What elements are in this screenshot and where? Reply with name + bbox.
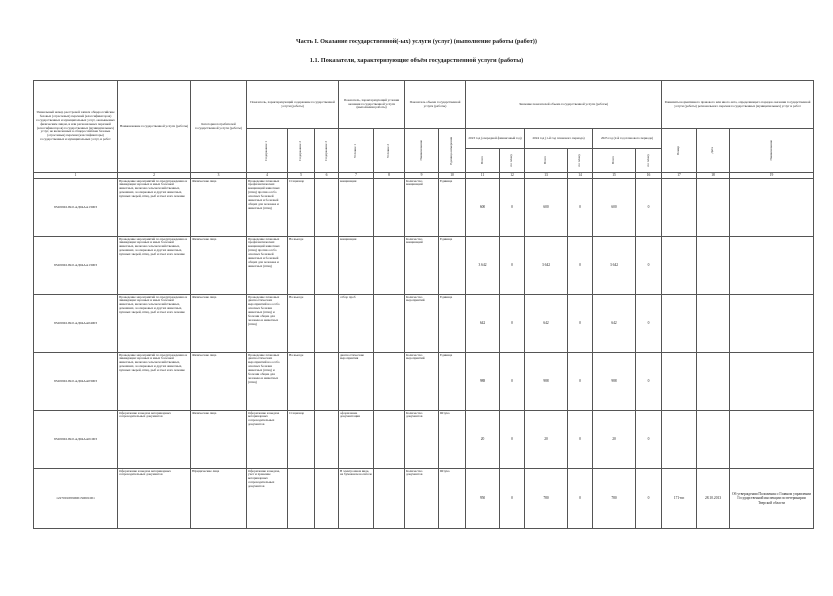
unit-cell: Штука	[439, 469, 466, 529]
header-conditions-indicator: Показатель, характеризующий условия оказания государственной услуги (выполнения работы)	[339, 81, 405, 129]
unit-cell: Единица	[439, 237, 466, 295]
indicator-name-cell: Количество документов	[405, 411, 439, 469]
value-2024-task: 0	[568, 179, 593, 237]
indicator-name-cell: Количество вакцинаций	[405, 179, 439, 237]
header-volume-indicator: Показатель объема государственной услуги (работы)	[405, 81, 466, 129]
header-content-indicator: Показатель, характеризующий содержание государственной услуги (работы)	[247, 81, 339, 129]
header-consumers: Категория потребителей государственной услуги (работы)	[191, 81, 247, 173]
column-number: 11	[466, 173, 500, 179]
consumer-cell: Физические лица	[191, 411, 247, 469]
table-row	[34, 469, 814, 529]
column-number: 9	[405, 173, 439, 179]
content-3-cell	[315, 295, 339, 353]
act-date-cell: 28.10.2013	[697, 469, 730, 529]
act-date-cell	[697, 179, 730, 237]
column-number: 14	[568, 173, 593, 179]
value-2023-task: 0	[500, 237, 525, 295]
condition-2-cell	[374, 295, 405, 353]
header-content-2: Содержание 2	[298, 140, 303, 161]
consumer-cell: Юридические лица	[191, 469, 247, 529]
content-1-cell: Проведение плановых диагностических мероприятий на особо опасных болезни животных (птиц) и болезни общие для человека и животных (птиц)	[247, 353, 288, 411]
value-2023-total: 988	[466, 353, 500, 411]
condition-2-cell	[374, 411, 405, 469]
header-act-number: Номер	[676, 145, 681, 156]
consumer-cell: Физические лица	[191, 353, 247, 411]
act-date-cell	[697, 353, 730, 411]
unit-cell: Единица	[439, 179, 466, 237]
content-3-cell	[315, 237, 339, 295]
header-service-name: Наименование государственной услуги (работы)	[118, 81, 191, 173]
value-2025-task: 0	[636, 353, 662, 411]
act-date-cell	[697, 237, 730, 295]
value-2025-task: 0	[636, 411, 662, 469]
indicator-name-cell: Количество документов	[405, 469, 439, 529]
value-2024-total: 988	[525, 353, 568, 411]
value-2023-total: 642	[466, 295, 500, 353]
content-3-cell	[315, 179, 339, 237]
value-2025-task: 0	[636, 295, 662, 353]
header-task-2025: по плану	[645, 154, 650, 167]
content-2-cell: Стационар	[288, 411, 315, 469]
header-year-2024: 2024 год (1-й год планового периода)	[525, 129, 593, 149]
column-number: 15	[593, 173, 636, 179]
act-number-cell	[662, 353, 697, 411]
service-name-cell: Проведение мероприятий по предупреждению и ликвидации заразных и иных болезней животных, включая сельскохозяйственных, домашних, зоопарковых и других животных, пушных зверей, птиц, рыб и пчел и их лечение	[118, 237, 191, 295]
column-number: 7	[339, 173, 374, 179]
value-2025-total: 780	[593, 469, 636, 529]
unit-cell: Штука	[439, 411, 466, 469]
table-row	[34, 179, 814, 237]
service-name-cell: Оформление и выдача ветеринарных сопроводительных документов	[118, 469, 191, 529]
content-1-cell: Проведение плановых диагностических мероприятий на особо опасных болезни животных (птиц) и болезни общие для человека и животных (птиц)	[247, 295, 288, 353]
act-name-cell	[730, 353, 814, 411]
value-2024-task: 0	[568, 237, 593, 295]
content-2-cell: На выезде	[288, 237, 315, 295]
header-content-1: Содержание 1	[264, 140, 269, 161]
value-2025-total: 20	[593, 411, 636, 469]
content-3-cell	[315, 411, 339, 469]
header-condition-2: Условие 2	[386, 143, 391, 158]
value-2023-task: 0	[500, 295, 525, 353]
column-number: 17	[662, 173, 697, 179]
act-number-cell: 171-пп	[662, 469, 697, 529]
value-2025-task: 0	[636, 179, 662, 237]
value-2025-total: 642	[593, 295, 636, 353]
value-2023-total: 950	[466, 469, 500, 529]
value-2023-task: 0	[500, 411, 525, 469]
condition-1-cell: вакцинация	[339, 237, 374, 295]
part-title: Часть I. Оказание государственной(-ых) услуги (услуг) (выполнение работы (работ))	[295, 38, 537, 45]
column-number: 6	[315, 173, 339, 179]
header-registry-number: Уникальный номер реестровой записи общероссийские базовых (отраслевых) перечней (классификаторов) государственных и муниципальных услуг, оказываемых физическим лицам, и или региональных перечней (классификаторов) государственных (муниципальных) услуг, не включенных в общероссийские базовые (отраслевые) перечни (классификаторы) государственных и муниципальных услуг, и работ	[34, 81, 118, 173]
condition-1-cell: оформление документации	[339, 411, 374, 469]
column-number: 4	[247, 173, 288, 179]
header-condition-1: Условие 1	[353, 143, 358, 158]
table-body	[34, 179, 814, 529]
value-2024-total: 780	[525, 469, 568, 529]
registry-code-cell: 852000О.99.0.АД04АА13003	[34, 237, 118, 295]
section-title: 1.1. Показатели, характеризующие объём государственной услуги (работы)	[309, 57, 524, 64]
consumer-cell: Физические лица	[191, 179, 247, 237]
registry-code-cell: 852000О.99.0.АД04АА13003	[34, 179, 118, 237]
table-row	[34, 295, 814, 353]
volume-indicators-table	[33, 80, 814, 529]
content-3-cell	[315, 353, 339, 411]
service-name-cell: Проведение мероприятий по предупреждению и ликвидации заразных и иных болезней животных, включая сельскохозяйственных, домашних, зоопарковых и других животных, пушных зверей, птиц, рыб и пчел и их лечение	[118, 179, 191, 237]
indicator-name-cell: Количество мероприятий	[405, 353, 439, 411]
condition-1-cell: вакцинация	[339, 179, 374, 237]
content-2-cell: На выезде	[288, 295, 315, 353]
value-2024-total: 3 642	[525, 237, 568, 295]
registry-code-cell: 852000О.99.0.АД04АА01003	[34, 411, 118, 469]
header-task-2024: по плану	[577, 154, 582, 167]
header-total-2023: Всего	[479, 156, 484, 165]
registry-code-cell: 852000О.99.0.АД04АА03003	[34, 353, 118, 411]
act-name-cell	[730, 411, 814, 469]
content-3-cell	[315, 469, 339, 529]
header-total-2025: Всего	[611, 156, 616, 165]
table-row	[34, 411, 814, 469]
header-legal-acts: Реквизиты нормативного правового или иного акта, определяющего порядок оказания государственной услуги (работы) регионального перечня государственных (муниципальных) услуг и работ	[662, 81, 814, 129]
column-number: 18	[697, 173, 730, 179]
service-name-cell: Проведение мероприятий по предупреждению и ликвидации заразных и иных болезней животных, включая сельскохозяйственных, домашних, зоопарковых и других животных, пушных зверей, птиц, рыб и пчел и их лечение	[118, 353, 191, 411]
content-2-cell	[288, 469, 315, 529]
act-number-cell	[662, 237, 697, 295]
content-2-cell: На выезде	[288, 353, 315, 411]
content-1-cell: Проведение плановых профилактических вакцинаций животных (птиц) против особо опасных болезней животных и болезней общих для человека и животных (птиц)	[247, 237, 288, 295]
header-act-date: Дата	[710, 147, 715, 154]
condition-1-cell: отбор проб	[339, 295, 374, 353]
condition-2-cell	[374, 179, 405, 237]
value-2025-total: 600	[593, 179, 636, 237]
value-2024-task: 0	[568, 411, 593, 469]
value-2024-total: 20	[525, 411, 568, 469]
column-number: 16	[636, 173, 662, 179]
column-number: 1	[34, 173, 118, 179]
column-number: 3	[191, 173, 247, 179]
value-2024-task: 0	[568, 295, 593, 353]
condition-2-cell	[374, 237, 405, 295]
column-number: 5	[288, 173, 315, 179]
service-name-cell: Оформление и выдача ветеринарных сопроводительных документов	[118, 411, 191, 469]
unit-cell: Единица	[439, 353, 466, 411]
value-2023-task: 0	[500, 179, 525, 237]
content-1-cell: Проведение плановых профилактических вакцинаций животных (птиц) против особо опасных болезней животных и болезней общих для человека и животных (птиц)	[247, 179, 288, 237]
act-number-cell	[662, 411, 697, 469]
column-number: 10	[439, 173, 466, 179]
column-number: 19	[730, 173, 814, 179]
value-2024-total: 642	[525, 295, 568, 353]
header-content-3: Содержание 3	[323, 140, 328, 161]
column-number: 12	[500, 173, 525, 179]
value-2025-total: 988	[593, 353, 636, 411]
header-year-2025: 2025 год (2-й год планового периода)	[593, 129, 662, 149]
content-2-cell: Стационар	[288, 179, 315, 237]
value-2023-total: 600	[466, 179, 500, 237]
header-act-name: Наименование	[768, 140, 773, 161]
value-2025-task: 0	[636, 237, 662, 295]
act-date-cell	[697, 411, 730, 469]
act-date-cell	[697, 295, 730, 353]
content-1-cell: Оформление и выдача ветеринарных сопроводительных документов	[247, 411, 288, 469]
header-indicator-name: Наименование	[418, 140, 423, 161]
consumer-cell: Физические лица	[191, 237, 247, 295]
header-total-2024: Всего	[543, 156, 548, 165]
condition-1-cell: диагностические мероприятия	[339, 353, 374, 411]
indicator-name-cell: Количество вакцинаций	[405, 237, 439, 295]
act-number-cell	[662, 295, 697, 353]
act-name-cell: Об утверждении Положения о Главном управлении Государственной инспекции по ветеринарии Тверской области	[730, 469, 814, 529]
condition-2-cell	[374, 469, 405, 529]
value-2024-task: 0	[568, 353, 593, 411]
value-2023-total: 3 642	[466, 237, 500, 295]
table-row	[34, 353, 814, 411]
table-row	[34, 237, 814, 295]
value-2025-task: 0	[636, 469, 662, 529]
service-name-cell: Проведение мероприятий по предупреждению и ликвидации заразных и иных болезней животных, включая сельскохозяйственных, домашних, зоопарковых и других животных, пушных зверей, птиц, рыб и пчел и их лечение	[118, 295, 191, 353]
column-number: 8	[374, 173, 405, 179]
value-2025-total: 3 642	[593, 237, 636, 295]
value-2024-task: 0	[568, 469, 593, 529]
act-number-cell	[662, 179, 697, 237]
act-name-cell	[730, 237, 814, 295]
value-2024-total: 600	[525, 179, 568, 237]
header-unit: Единица измерения	[449, 136, 454, 165]
indicator-name-cell: Количество мероприятий	[405, 295, 439, 353]
header-values: Значение показателей объема государственной услуги (работы)	[466, 81, 662, 129]
condition-1-cell: В электронном виде, на бумажном носителе	[339, 469, 374, 529]
value-2023-task: 0	[500, 353, 525, 411]
value-2023-total: 20	[466, 411, 500, 469]
column-number: 13	[525, 173, 568, 179]
registry-code-cell: 1227001Р09000150001001	[34, 469, 118, 529]
act-name-cell	[730, 179, 814, 237]
header-task-2023: по плану	[509, 154, 514, 167]
act-name-cell	[730, 295, 814, 353]
header-year-2023: 2023 год (очередной финансовый год)	[466, 129, 525, 149]
content-1-cell: Оформление и выдача, учет и хранение ветеринарных сопроводительных документов	[247, 469, 288, 529]
column-number: 2	[118, 173, 191, 179]
registry-code-cell: 852000О.99.0.АД04АА04003	[34, 295, 118, 353]
consumer-cell: Физические лица	[191, 295, 247, 353]
condition-2-cell	[374, 353, 405, 411]
value-2023-task: 0	[500, 469, 525, 529]
unit-cell: Единица	[439, 295, 466, 353]
